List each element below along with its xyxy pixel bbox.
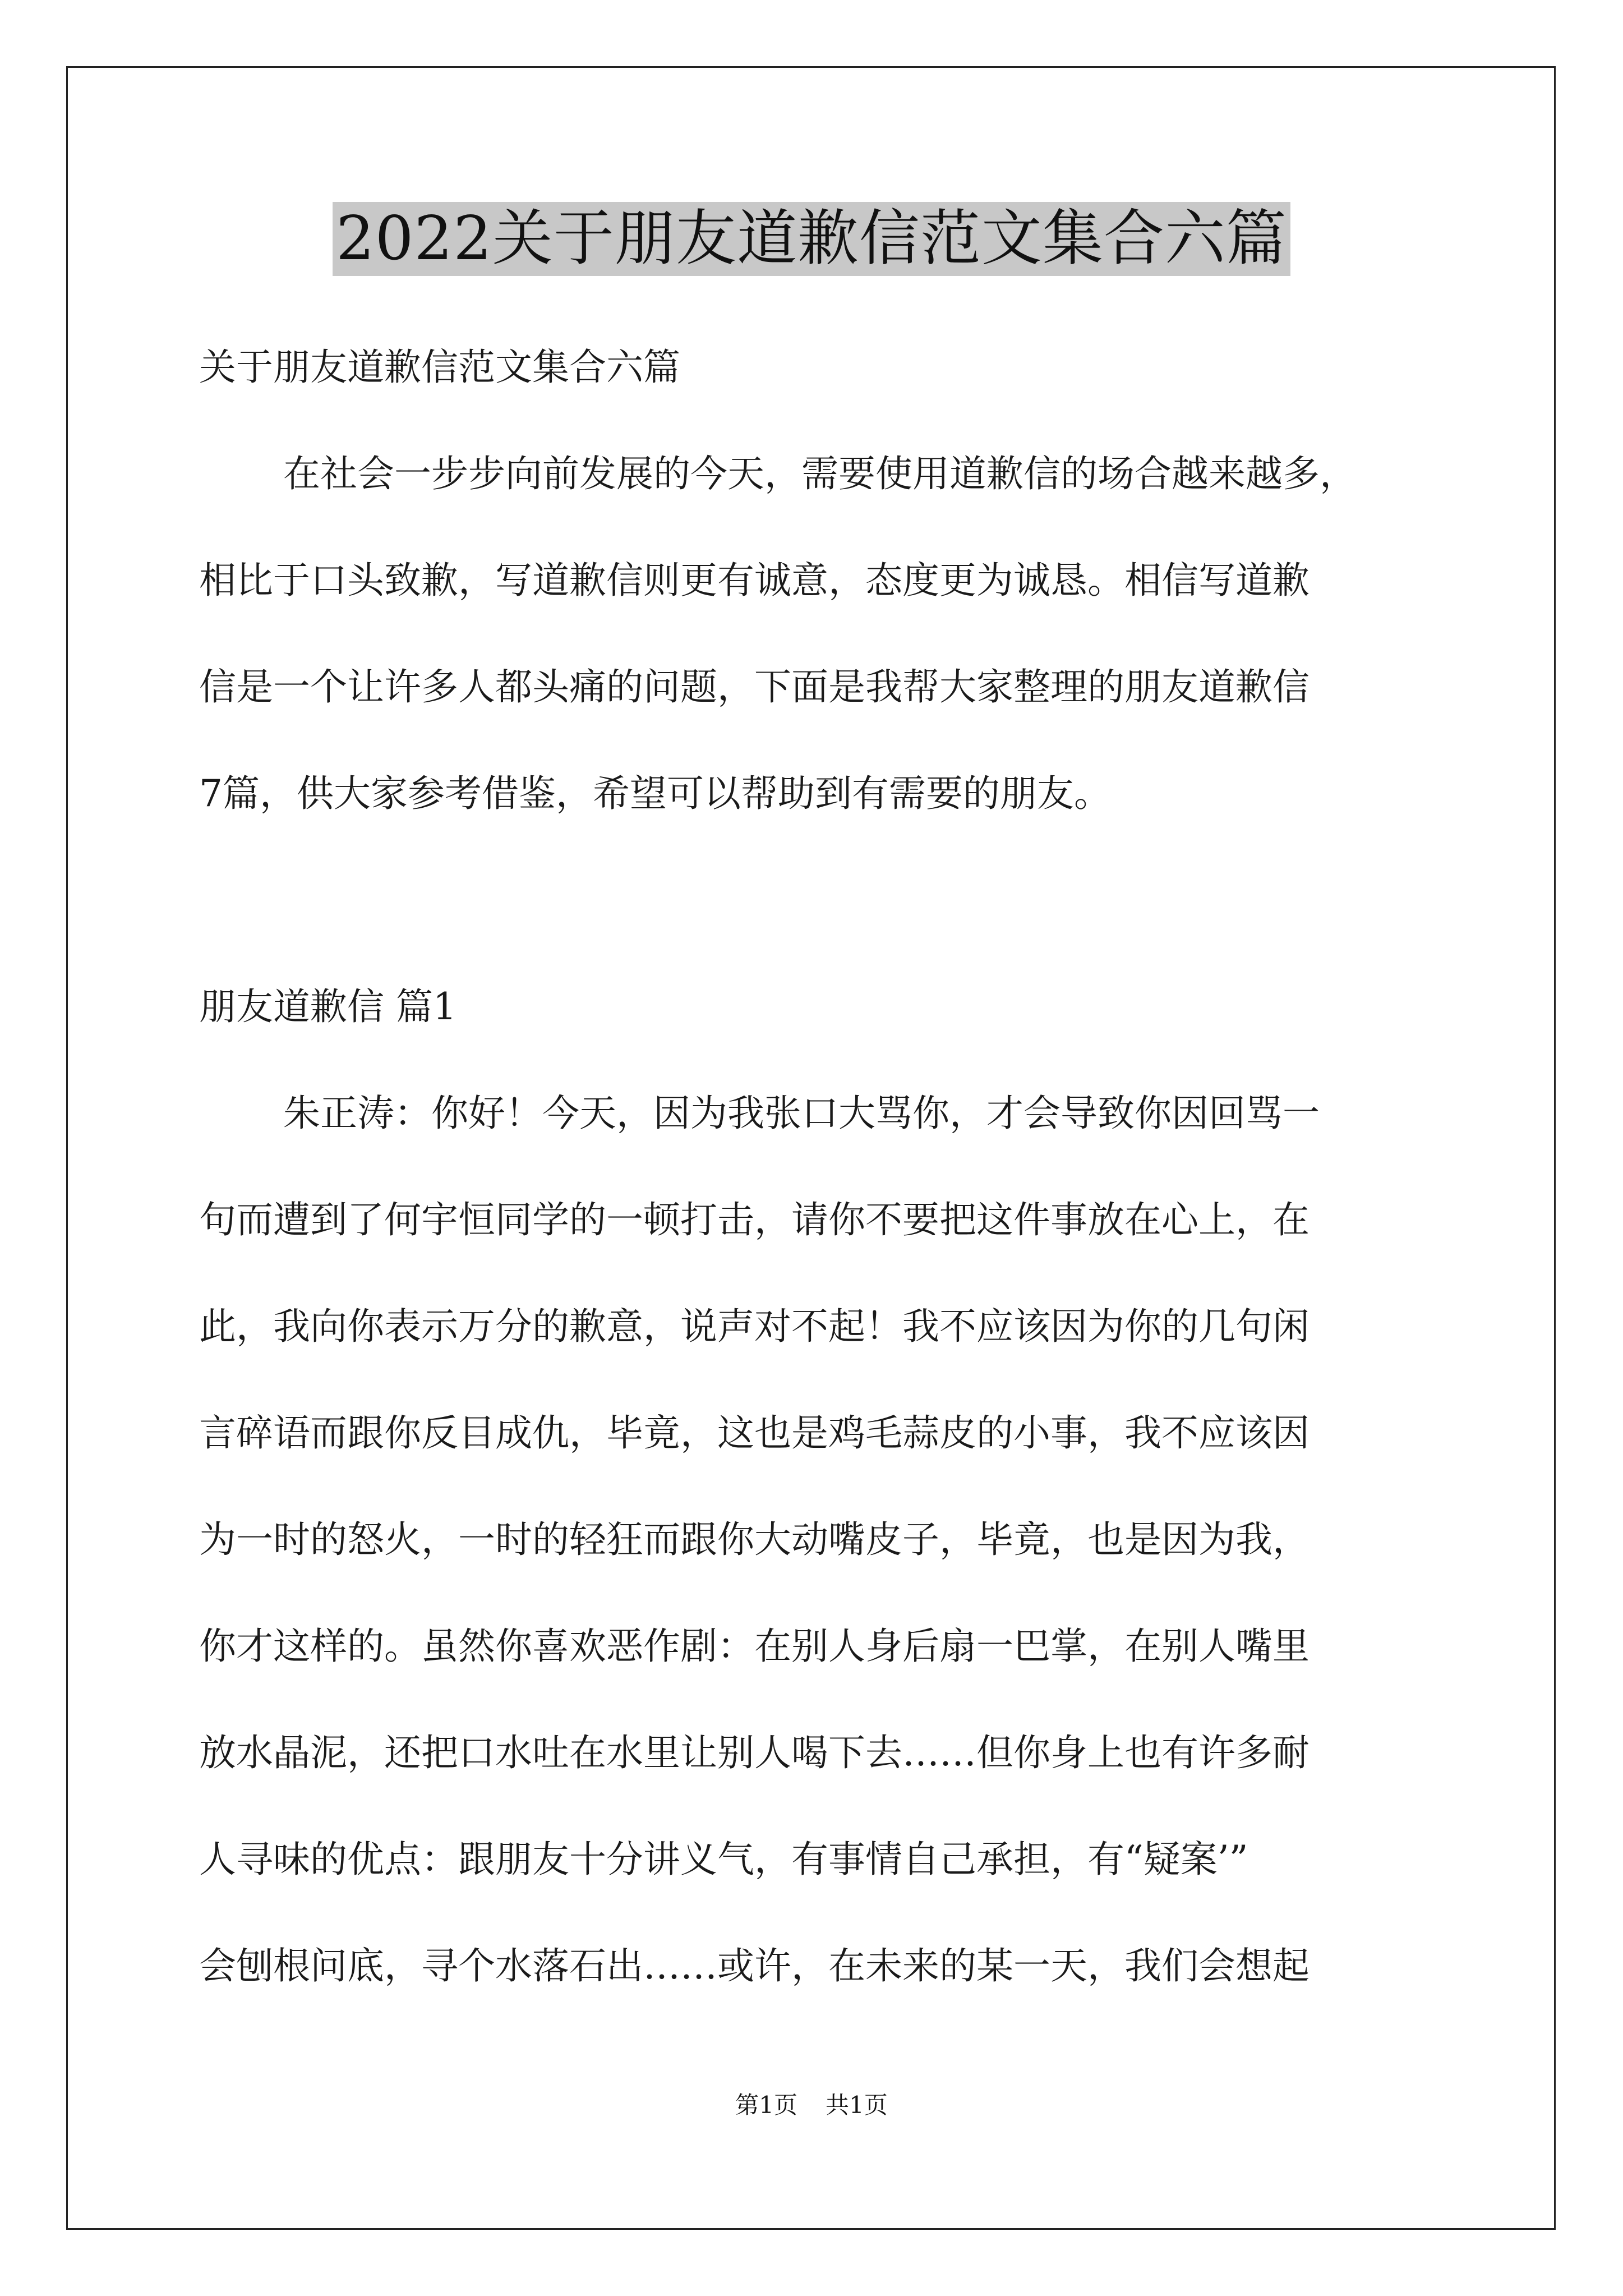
document-body: [199, 314, 1433, 2019]
document-title: 2022关于朋友道歉信范文集合六篇: [333, 202, 1290, 276]
paragraph-spacer: [199, 847, 1433, 954]
section-heading: 朋友道歉信 篇1: [199, 985, 457, 1028]
body-line: 言碎语而跟你反目成仇，毕竟，这也是鸡毛蒜皮的小事，我不应该因: [199, 1411, 1310, 1455]
page-footer: [0, 2087, 1623, 2120]
document-subtitle: 关于朋友道歉信范文集合六篇: [199, 346, 680, 389]
body-line: 为一时的怒火，一时的轻狂而跟你大动嘴皮子，毕竟，也是因为我，: [199, 1518, 1310, 1561]
body-line: 朱正涛：你好！今天，因为我张口大骂你，才会导致你因回骂一: [283, 1092, 1320, 1135]
title-container: [0, 202, 1623, 276]
body-line: 会刨根问底，寻个水落石出……或许，在未来的某一天，我们会想起: [199, 1944, 1310, 1987]
intro-line: 相比于口头致歉，写道歉信则更有诚意，态度更为诚恳。相信写道歉: [199, 559, 1310, 602]
body-line: 人寻味的优点：跟朋友十分讲义气，有事情自己承担，有“疑案’”: [199, 1838, 1248, 1881]
body-line: 句而遭到了何宇恒同学的一顿打击，请你不要把这件事放在心上，在: [199, 1198, 1310, 1241]
body-line: 此，我向你表示万分的歉意，说声对不起！我不应该因为你的几句闲: [199, 1305, 1310, 1348]
page-number: 第1页: [735, 2091, 797, 2119]
body-line: 你才这样的。虽然你喜欢恶作剧：在别人身后扇一巴掌，在别人嘴里: [199, 1625, 1310, 1668]
total-pages: 共1页: [826, 2091, 888, 2119]
intro-line: 7篇，供大家参考借鉴，希望可以帮助到有需要的朋友。: [199, 772, 1111, 815]
intro-line: 在社会一步步向前发展的今天，需要使用道歉信的场合越来越多，: [283, 452, 1357, 495]
intro-line: 信是一个让许多人都头痛的问题，下面是我帮大家整理的朋友道歉信: [199, 665, 1310, 708]
body-line: 放水晶泥，还把口水吐在水里让别人喝下去……但你身上也有许多耐: [199, 1731, 1310, 1774]
